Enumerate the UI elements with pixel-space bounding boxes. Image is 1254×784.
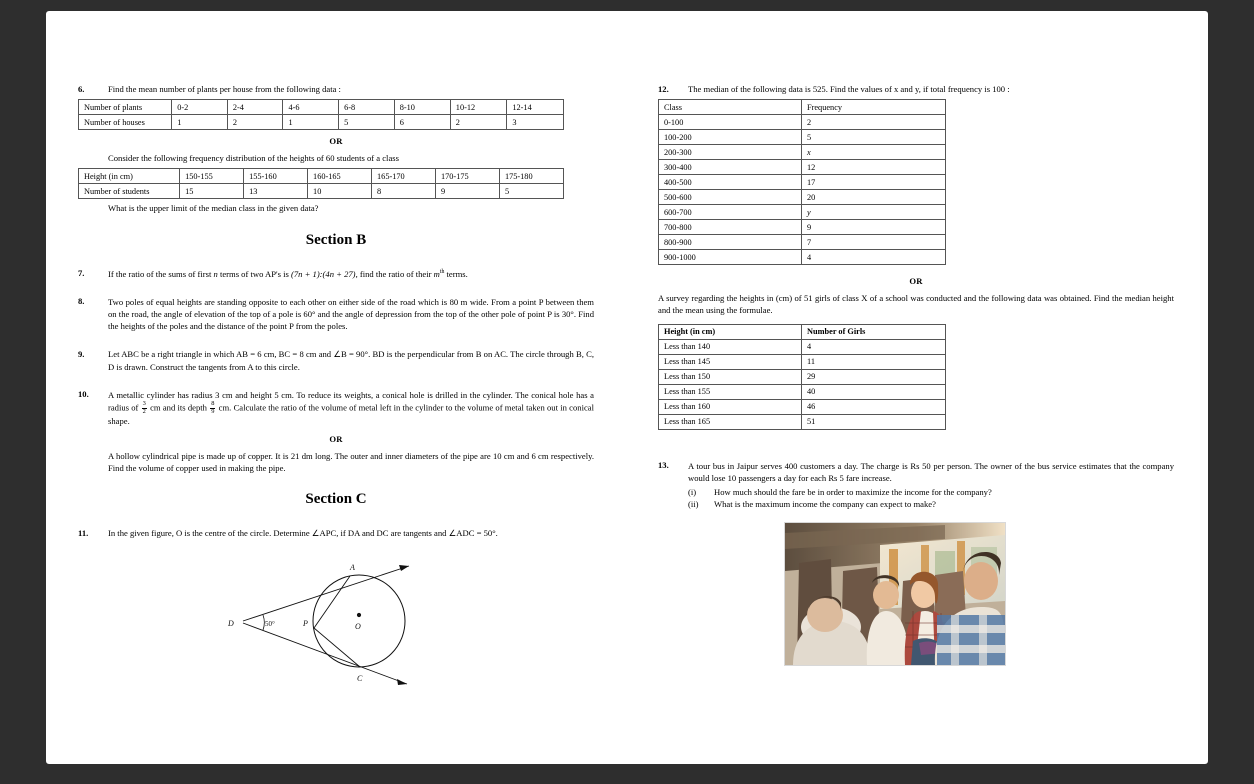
table-row — [659, 220, 946, 235]
cell: 8 — [372, 184, 436, 199]
bus-passengers-photo — [784, 522, 1006, 666]
cell: 5 — [339, 115, 395, 130]
cell-height: Less than 155 — [659, 384, 802, 399]
cell-frequency: y — [802, 205, 946, 220]
cell-class: 0-100 — [659, 115, 802, 130]
cell: 1 — [283, 115, 339, 130]
table-row — [659, 160, 946, 175]
column-header-frequency: Frequency — [802, 100, 946, 115]
cell-count: 4 — [802, 339, 946, 354]
question-10-text — [108, 389, 594, 428]
q10-part-b: cm and its depth — [147, 402, 210, 413]
q10-part-c: cm. Calculate the ratio of the volume of metal left in the cylinder to the volume of metal taken out in conical shape. — [108, 402, 594, 427]
subquestion-i-text: How much should the fare be in order to maximize the income for the company? — [714, 487, 992, 498]
cell-height: Less than 160 — [659, 399, 802, 414]
cell-height: Less than 150 — [659, 369, 802, 384]
cell: 6-8 — [339, 100, 395, 115]
label-c: C — [357, 674, 363, 684]
label-a: A — [350, 563, 355, 573]
centre-point-o — [357, 613, 361, 617]
cell: 13 — [244, 184, 308, 199]
cell-height: Less than 145 — [659, 354, 802, 369]
cell-class: 200-300 — [659, 145, 802, 160]
cell: 9 — [435, 184, 499, 199]
table-row — [659, 384, 946, 399]
question-6-alt-text: Consider the following frequency distribution of the heights of 60 students of a class — [108, 153, 399, 164]
question-9-text: Let ABC be a right triangle in which AB = 6 cm, BC = 8 cm and ∠B = 90°. BD is the perpendicular from B on AC. The circle through B, C, D is drawn. Construct the tangents from A to this circle. — [108, 349, 594, 372]
table-row — [659, 190, 946, 205]
row-label: Number of plants — [79, 100, 172, 115]
circle-tangent-figure — [78, 545, 594, 693]
cell: 165-170 — [372, 169, 436, 184]
plants-frequency-table — [78, 99, 564, 130]
cell-count: 29 — [802, 369, 946, 384]
q7-part-a: If the ratio of the sums of first — [108, 268, 214, 279]
girls-heights-table — [658, 324, 946, 430]
cell-frequency: 2 — [802, 115, 946, 130]
question-10 — [78, 389, 594, 428]
question-6-number: 6. — [78, 83, 85, 94]
question-13-number: 13. — [658, 460, 669, 471]
q7-sup-th: th — [439, 268, 445, 275]
q7-var-n: n — [213, 268, 218, 279]
cell-class: 800-900 — [659, 235, 802, 250]
label-p: P — [303, 619, 308, 629]
subquestion-ii-text: What is the maximum income the company can expect to make? — [714, 499, 936, 510]
document-page — [46, 11, 1208, 764]
question-13-subquestions — [688, 486, 1174, 511]
cell-height: Less than 165 — [659, 414, 802, 429]
q7-part-b: terms of two AP's is — [217, 268, 291, 279]
question-12-text: The median of the following data is 525. Find the values of x and y, if total frequency is 100 : — [688, 84, 1010, 94]
subquestion-ii-label: (ii) — [688, 499, 699, 510]
table-header-row — [659, 100, 946, 115]
bus-photo-container — [784, 522, 1174, 666]
heights-frequency-table — [78, 168, 564, 199]
fraction-radius — [142, 401, 147, 415]
table-row — [659, 130, 946, 145]
section-c-heading: Section C — [305, 491, 367, 508]
cell: 1 — [172, 115, 228, 130]
label-angle-50: 50° — [265, 620, 275, 629]
row-label: Height (in cm) — [79, 169, 180, 184]
cell: 8-10 — [394, 100, 450, 115]
cell-count: 51 — [802, 414, 946, 429]
question-6-text: Find the mean number of plants per house from the following data : — [108, 84, 341, 94]
question-10-number: 10. — [78, 389, 89, 400]
table-row — [659, 250, 946, 265]
cell-frequency: 5 — [802, 130, 946, 145]
question-9 — [78, 348, 594, 372]
question-6 — [78, 83, 594, 95]
q10-part-a: A metallic cylinder has radius 3 cm and height 5 cm. To reduce its weights, a conical hole is drilled in the cylinder. The conical hole has a radius of — [108, 389, 594, 413]
table-row — [79, 169, 564, 184]
cell: 3 — [507, 115, 564, 130]
cell-frequency: 9 — [802, 220, 946, 235]
cell: 2 — [227, 115, 283, 130]
question-7-number: 7. — [78, 268, 85, 279]
cell: 10-12 — [450, 100, 507, 115]
arrowhead-bottom — [397, 679, 407, 685]
table-row — [659, 175, 946, 190]
question-13 — [658, 460, 1174, 484]
label-o: O — [355, 622, 361, 632]
table-header-row — [659, 324, 946, 339]
column-header-height: Height (in cm) — [659, 324, 802, 339]
cell-height: Less than 140 — [659, 339, 802, 354]
cell: 6 — [394, 115, 450, 130]
arrowhead-top — [399, 565, 409, 571]
cell-class: 500-600 — [659, 190, 802, 205]
cell-class: 100-200 — [659, 130, 802, 145]
cell: 10 — [308, 184, 372, 199]
fraction-denominator: 2 — [142, 407, 146, 415]
tangent-line-dc — [243, 623, 407, 684]
or-divider-q6: OR — [329, 136, 343, 147]
question-8-number: 8. — [78, 296, 85, 307]
question-11-number: 11. — [78, 527, 89, 538]
section-b-heading: Section B — [305, 231, 367, 248]
cell: 160-165 — [308, 169, 372, 184]
question-13-text: A tour bus in Jaipur serves 400 customers a day. The charge is Rs 50 per person. The owner of the bus service estimates that the company would lose 10 passengers a day for each Rs 5 fare increase. — [688, 460, 1174, 483]
cell: 155-160 — [244, 169, 308, 184]
table-row — [659, 369, 946, 384]
question-7-text — [108, 268, 594, 280]
cell: 4-6 — [283, 100, 339, 115]
cell: 150-155 — [180, 169, 244, 184]
cell-frequency: 17 — [802, 175, 946, 190]
row-label: Number of houses — [79, 115, 172, 130]
column-header-class: Class — [659, 100, 802, 115]
cell-count: 46 — [802, 399, 946, 414]
bus-photo-svg — [785, 523, 1005, 665]
cell: 170-175 — [435, 169, 499, 184]
table-row — [659, 145, 946, 160]
column-header-girls: Number of Girls — [802, 324, 946, 339]
question-12-alt-text: A survey regarding the heights in (cm) of 51 girls of class X of a school was conducted and the following data was obtained. Find the median height and the mean using the formulae. — [658, 293, 1174, 316]
table-row — [659, 115, 946, 130]
tangent-line-da — [243, 566, 409, 621]
cell-count: 11 — [802, 354, 946, 369]
question-12-number: 12. — [658, 83, 669, 94]
cell-frequency: 4 — [802, 250, 946, 265]
question-8 — [78, 296, 594, 333]
cell-class: 700-800 — [659, 220, 802, 235]
q7-var-m: m — [433, 268, 440, 279]
table-row — [659, 399, 946, 414]
table-row — [659, 235, 946, 250]
table-row — [659, 414, 946, 429]
right-column — [658, 83, 1174, 666]
table-row — [659, 354, 946, 369]
cell: 15 — [180, 184, 244, 199]
question-9-number: 9. — [78, 348, 85, 359]
cell-class: 600-700 — [659, 205, 802, 220]
question-10-alt-text: A hollow cylindrical pipe is made up of copper. It is 21 dm long. The outer and inner diameters of the pipe are 10 cm and 6 cm respectively. Find the volume of copper used in making the pipe. — [108, 450, 594, 473]
cell: 2 — [450, 115, 507, 130]
question-11-text: In the given figure, O is the centre of the circle. Determine ∠APC, if DA and DC are tangents and ∠ADC = 50°. — [108, 528, 498, 539]
fraction-numerator: 8 — [211, 400, 215, 408]
fraction-denominator: 9 — [211, 407, 215, 415]
table-row — [659, 205, 946, 220]
question-11 — [78, 527, 594, 539]
circle-shape — [313, 575, 405, 667]
cell: 0-2 — [172, 100, 228, 115]
cell-class: 900-1000 — [659, 250, 802, 265]
cell-frequency: 7 — [802, 235, 946, 250]
label-d: D — [228, 619, 234, 629]
table-row — [659, 339, 946, 354]
subquestion-i — [688, 486, 1174, 498]
question-12 — [658, 83, 1174, 95]
or-divider-q10: OR — [329, 433, 343, 444]
cell-frequency: x — [802, 145, 946, 160]
row-label: Number of students — [79, 184, 180, 199]
question-6-alt-question: What is the upper limit of the median class in the given data? — [108, 203, 319, 214]
question-8-text: Two poles of equal heights are standing opposite to each other on either side of the road which is 80 m wide. From a point P between them on the road, the angle of elevation of the top of a pole is 60° and the angle of depression from the top of the other pole of point P is 30°. Find the heights of the poles and the distance of the point P from the poles. — [108, 296, 594, 332]
q7-part-d: terms. — [444, 268, 468, 279]
subquestion-ii — [688, 498, 1174, 510]
cell-class: 400-500 — [659, 175, 802, 190]
median-frequency-table — [658, 99, 946, 265]
fraction-numerator: 3 — [142, 400, 146, 408]
left-column — [78, 83, 594, 693]
q7-part-c: , find the ratio of their — [355, 268, 434, 279]
table-row — [79, 184, 564, 199]
cell-count: 40 — [802, 384, 946, 399]
cell-frequency: 12 — [802, 160, 946, 175]
fraction-depth — [210, 401, 215, 415]
cell: 5 — [499, 184, 563, 199]
question-7 — [78, 268, 594, 280]
subquestion-i-label: (i) — [688, 487, 697, 498]
cell: 12-14 — [507, 100, 564, 115]
cell: 175-180 — [499, 169, 563, 184]
table-row — [79, 100, 564, 115]
table-row — [79, 115, 564, 130]
cell: 2-4 — [227, 100, 283, 115]
cell-frequency: 20 — [802, 190, 946, 205]
cell-class: 300-400 — [659, 160, 802, 175]
circle-figure-svg — [211, 545, 461, 693]
q7-ratio: (7n + 1):(4n + 27) — [290, 268, 356, 279]
or-divider-q12: OR — [909, 276, 923, 287]
